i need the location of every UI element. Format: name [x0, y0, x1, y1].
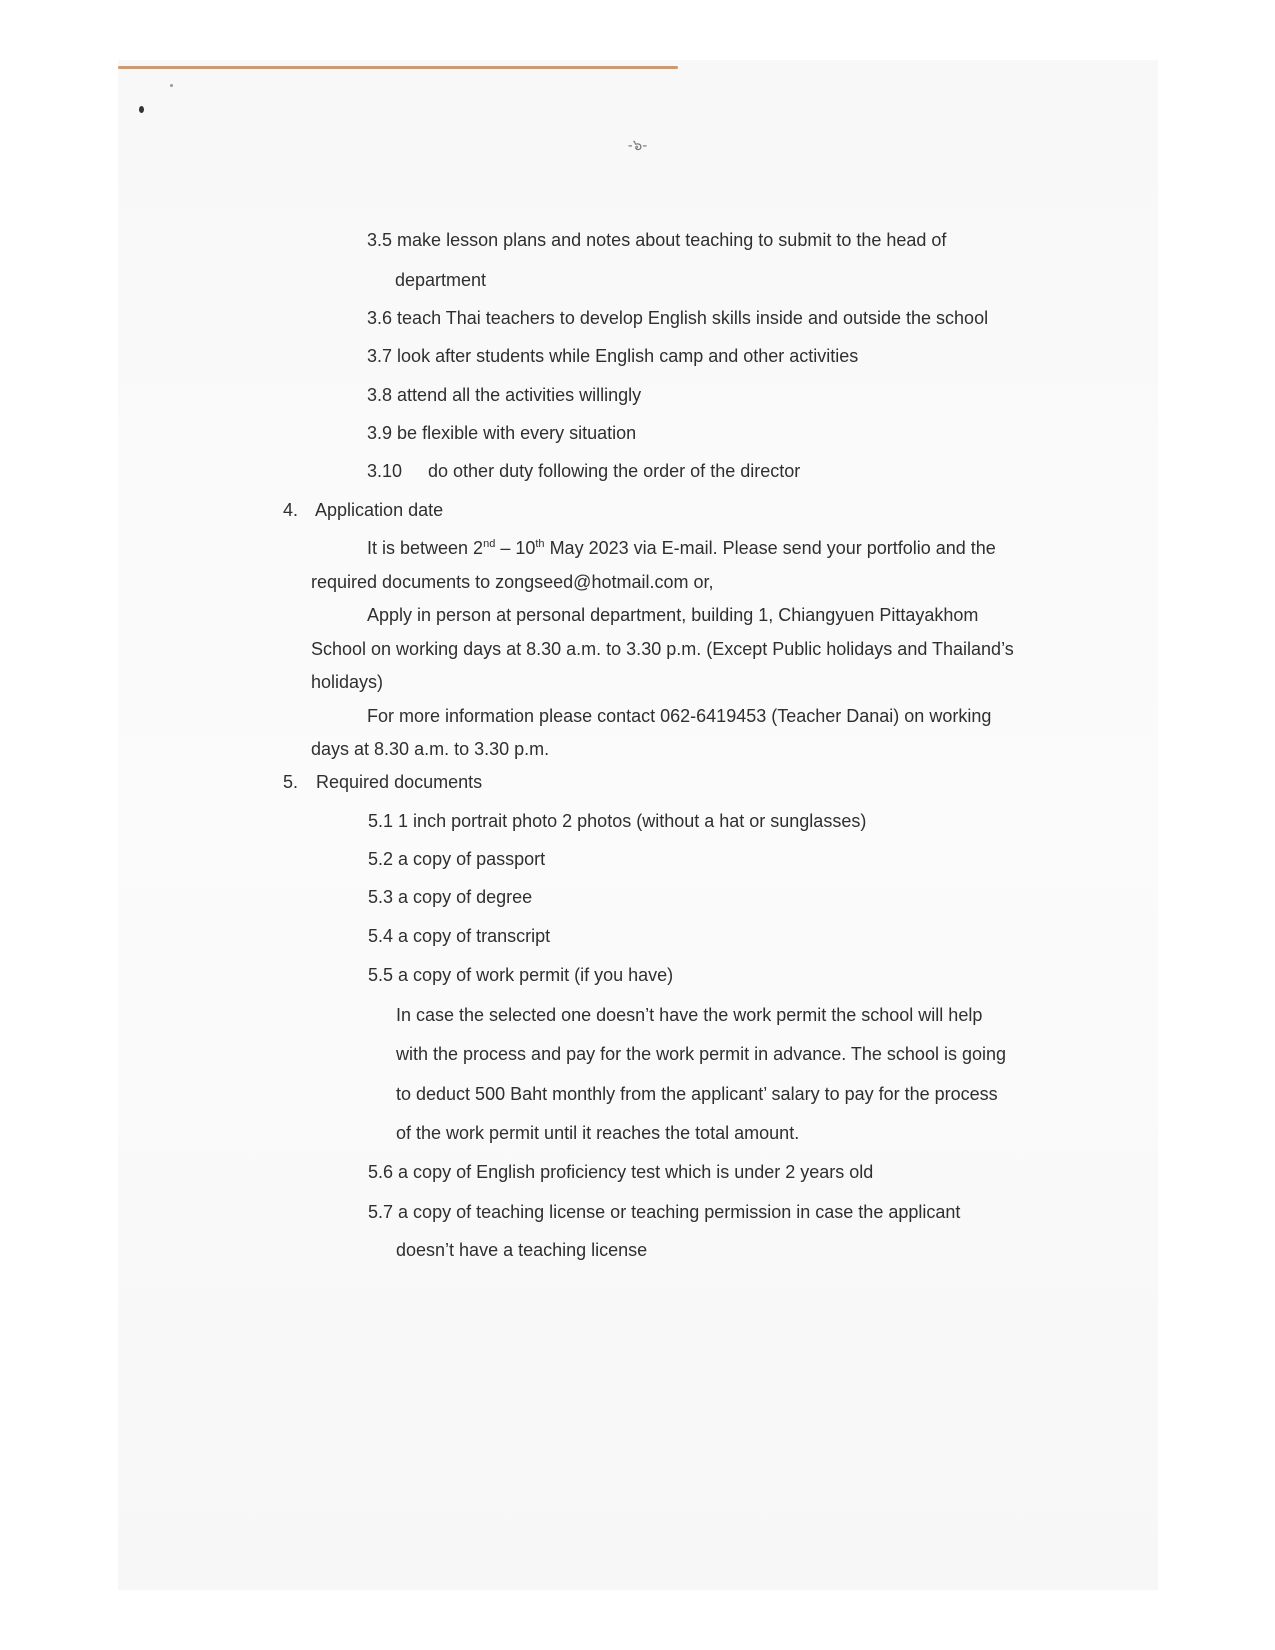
paragraph-line: required documents to zongseed@hotmail.com or,: [311, 572, 714, 592]
list-item: [368, 887, 532, 908]
paragraph-line: School on working days at 8.30 a.m. to 3.30 p.m. (Except Public holidays and Thailand’s: [311, 639, 1014, 659]
item-number: 5.6: [368, 1162, 394, 1182]
list-item: [367, 385, 641, 406]
note-line: with the process and pay for the work permit in advance. The school is going: [396, 1044, 1006, 1064]
text-run: – 10: [495, 538, 536, 558]
paragraph-line: holidays): [311, 672, 384, 692]
item-text: look after students while English camp and other activities: [397, 346, 859, 366]
item-number: 5.2: [368, 849, 394, 869]
item-text: a copy of English proficiency test which is under 2 years old: [398, 1162, 874, 1182]
list-item: [367, 308, 988, 329]
section-title: Required documents: [316, 772, 483, 792]
section-number: 4.: [283, 500, 299, 520]
item-text: make lesson plans and notes about teaching to submit to the head of: [397, 230, 947, 250]
list-item: [367, 230, 946, 251]
section-heading: [283, 500, 443, 521]
item-text: do other duty following the order of the director: [428, 461, 801, 481]
item-text: a copy of teaching license or teaching permission in case the applicant: [398, 1202, 961, 1222]
item-number: 5.5: [368, 965, 394, 985]
superscript: th: [535, 538, 545, 550]
list-item: [396, 1240, 647, 1261]
paragraph-line: Apply in person at personal department, building 1, Chiangyuen Pittayakhom: [367, 605, 979, 625]
list-item: [368, 849, 545, 870]
note-line: In case the selected one doesn’t have the work permit the school will help: [396, 1005, 983, 1025]
text-run: It is between 2: [367, 538, 484, 558]
text-run: May 2023 via E-mail. Please send your portfolio and the: [544, 538, 996, 558]
note-line: to deduct 500 Baht monthly from the applicant’ salary to pay for the process: [396, 1084, 998, 1104]
item-number: 5.7: [368, 1202, 394, 1222]
item-text: teach Thai teachers to develop English skills inside and outside the school: [397, 308, 989, 328]
list-item: [368, 811, 866, 832]
list-item: [368, 926, 550, 947]
note-line: of the work permit until it reaches the total amount.: [396, 1123, 800, 1143]
item-text: attend all the activities willingly: [397, 385, 642, 405]
paragraph-line: For more information please contact 062-6419453 (Teacher Danai) on working: [367, 706, 992, 726]
item-number: 5.1: [368, 811, 394, 831]
item-number: 5.3: [368, 887, 394, 907]
list-item: [368, 1162, 873, 1183]
item-text: department: [395, 270, 487, 290]
superscript: nd: [483, 538, 496, 550]
list-item: [368, 965, 673, 986]
section-heading: [283, 772, 482, 793]
item-text: 1 inch portrait photo 2 photos (without a hat or sunglasses): [398, 811, 867, 831]
speck-mark: [170, 84, 173, 87]
item-text: be flexible with every situation: [397, 423, 637, 443]
speck-mark: [139, 106, 144, 113]
item-number: 3.5: [367, 230, 393, 250]
paragraph-line: [367, 538, 996, 559]
item-number: 3.7: [367, 346, 393, 366]
page-number: -๖-: [627, 137, 648, 154]
item-number: 3.10: [367, 461, 403, 481]
item-number: 3.6: [367, 308, 393, 328]
item-number: 3.8: [367, 385, 393, 405]
item-text: a copy of transcript: [398, 926, 551, 946]
list-item: [368, 1202, 960, 1223]
list-item: [367, 346, 858, 367]
item-text: a copy of work permit (if you have): [398, 965, 674, 985]
list-item: [367, 461, 800, 482]
list-item: [395, 270, 486, 291]
section-title: Application date: [315, 500, 444, 520]
top-edge-line: [118, 66, 678, 69]
item-number: 3.9: [367, 423, 393, 443]
item-number: 5.4: [368, 926, 394, 946]
section-number: 5.: [283, 772, 299, 792]
list-item: [367, 423, 636, 444]
item-text: a copy of passport: [398, 849, 546, 869]
paragraph-line: days at 8.30 a.m. to 3.30 p.m.: [311, 739, 550, 759]
item-text: a copy of degree: [398, 887, 533, 907]
item-text: doesn’t have a teaching license: [396, 1240, 648, 1260]
